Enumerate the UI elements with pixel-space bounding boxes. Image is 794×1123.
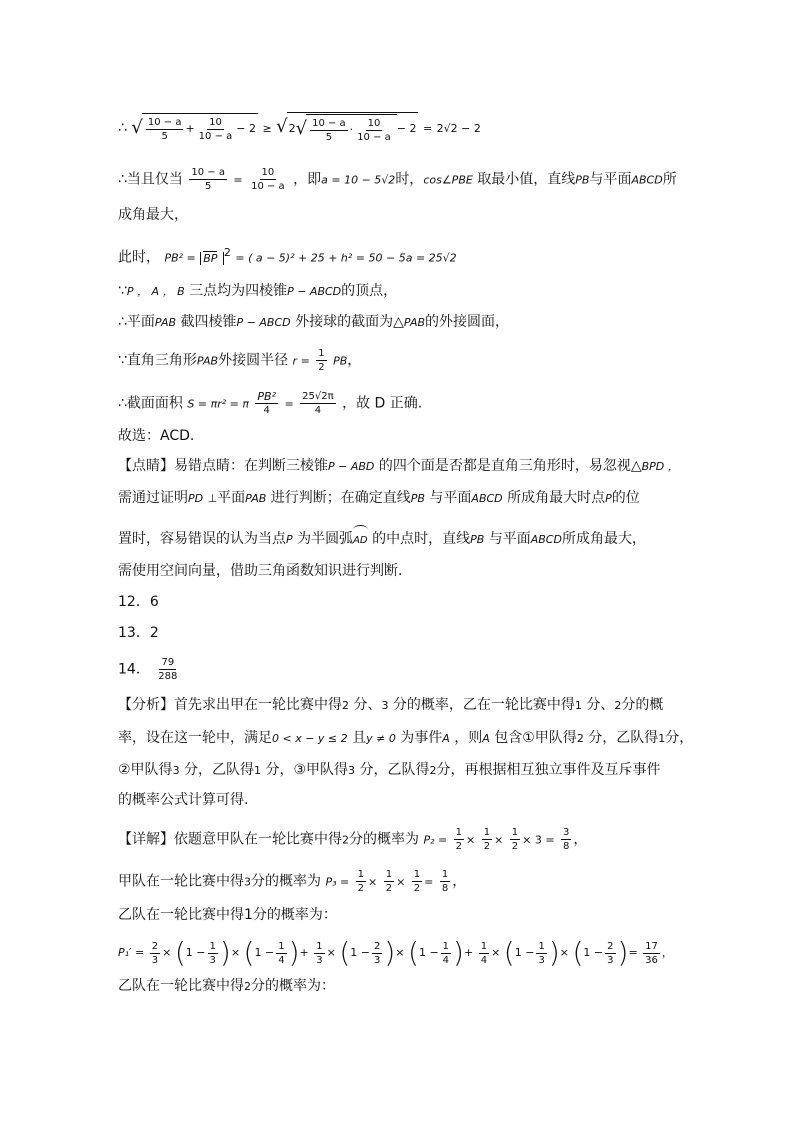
tip-line: 【点睛】易错点睛：在判断三棱锥P − ABD 的四个面是否都是直角三角形时，易忽视△BPD ， (118, 458, 679, 474)
answer-line: 故选：ACD. (118, 428, 195, 444)
sqrt-right: √ 2 √ $\frac{10 - a}{5}$ · $\frac{10}{10 - a}$ − 2 (276, 112, 418, 144)
detail-line: 乙队在一轮比赛中得2分的概率为： (118, 978, 335, 994)
result-value: 2√2 − 2 (436, 122, 481, 135)
tip-line: 需通过证明PD ⊥平面PAB 进行判断；在确定直线PB 与平面ABCD 所成角最大时点P的位 (118, 490, 640, 506)
vector-bp: BP (203, 251, 218, 265)
analysis-line: 的概率公式计算可得. (118, 792, 249, 808)
detail-line-p1: P₁′ = $\frac{2}{3}$ × (1 − $\frac{1}{3}$ )× (1 − $\frac{1}{4}$ )+ $\frac{1}{3}$ × (1 − $\frac{2}{3}$ )× (1 − $\frac{1}{4}$ )+ $\frac{1}{4}$ × (1 − $\frac{1}{3}$ )× (1 − $\frac{2}{3}$ )= $\frac{17}{36}$ ， (118, 936, 673, 969)
text-line: ∴平面PAB 截四棱锥P − ABCD 外接球的截面为△PAB的外接圆面， (118, 314, 510, 330)
arc-ad: AD (353, 525, 368, 551)
answer-12: 12．6 (118, 594, 159, 610)
analysis-line: 率，设在这一轮中，满足0 < x − y ≤ 2 且y ≠ 0 为事件A ，则A 包含①甲队得2 分，乙队得1分， (118, 730, 694, 746)
inequality-line: ∴ √ $\frac{10 - a}{5}$ + $\frac{10}{10 - a}$ − 2 ≥ √ 2 √ $\frac{10 - a}{5}$ · $\frac{10}{10 - a}$ − 2 = 2√2 − 2 (118, 112, 688, 146)
text-line: ∵P ， A ， B 三点均为四棱锥P − ABCD的顶点， (118, 283, 398, 299)
analysis-line: ②甲队得3 分，乙队得1 分，③甲队得3 分，乙队得2分，再根据相互独立事件及互斥事件 (118, 762, 661, 778)
area-line: ∴截面面积 S = πr² = π $\frac{\text{PB²}}{4}$ = $\frac{25√2\pi}{4}$ ，故 D 正确. (118, 390, 423, 416)
tip-line: 置时，容易错误的认为当点P 为半圆弧AD 的中点时，直线PB 与平面ABCD所成角最大， (118, 525, 688, 551)
answer-14: 14． $\frac{79}{288}$ (118, 657, 178, 682)
answer-13: 13．2 (118, 625, 159, 641)
radius-line: ∵直角三角形PAB外接圆半径 r = $\frac{1}{2}$ PB， (118, 348, 362, 373)
detail-line-p2: 【详解】依题意甲队在一轮比赛中得2分的概率为 P₂ = $\frac{1}{2}$ × $\frac{1}{2}$ × $\frac{1}{2}$ × 3 = $\frac{3}{8}$ ， (118, 827, 588, 852)
detail-line-p3: 甲队在一轮比赛中得3分的概率为 P₃ = $\frac{1}{2}$ × $\frac{1}{2}$ × $\frac{1}{2}$ = $\frac{1}{8}$ ， (118, 869, 467, 894)
pb-squared-line: 此时， PB² = BP $^2$ = ( a − 5)² + 25 + h² = 50 − 5a = 25√2 (118, 246, 457, 266)
analysis-line: 【分析】首先求出甲在一轮比赛中得2 分、3 分的概率，乙在一轮比赛中得1 分、2分的概 (118, 697, 664, 713)
tip-line: 需使用空间向量，借助三角函数知识进行判断. (118, 563, 403, 579)
equality-condition-line: ∴当且仅当 $\frac{10 - a}{5}$ = $\frac{10}{10 - a}$ ，即a = 10 − 5√2时，cos∠PBE 取最小值，直线PB与平面ABCD所 (118, 167, 677, 192)
detail-line: 乙队在一轮比赛中得1分的概率为： (118, 907, 337, 923)
text-line: 成角最大， (118, 207, 188, 223)
therefore-symbol: ∴ (118, 120, 127, 136)
sqrt-left: √ $\frac{10 - a}{5}$ + $\frac{10}{10 - a}$ − 2 (131, 113, 258, 143)
